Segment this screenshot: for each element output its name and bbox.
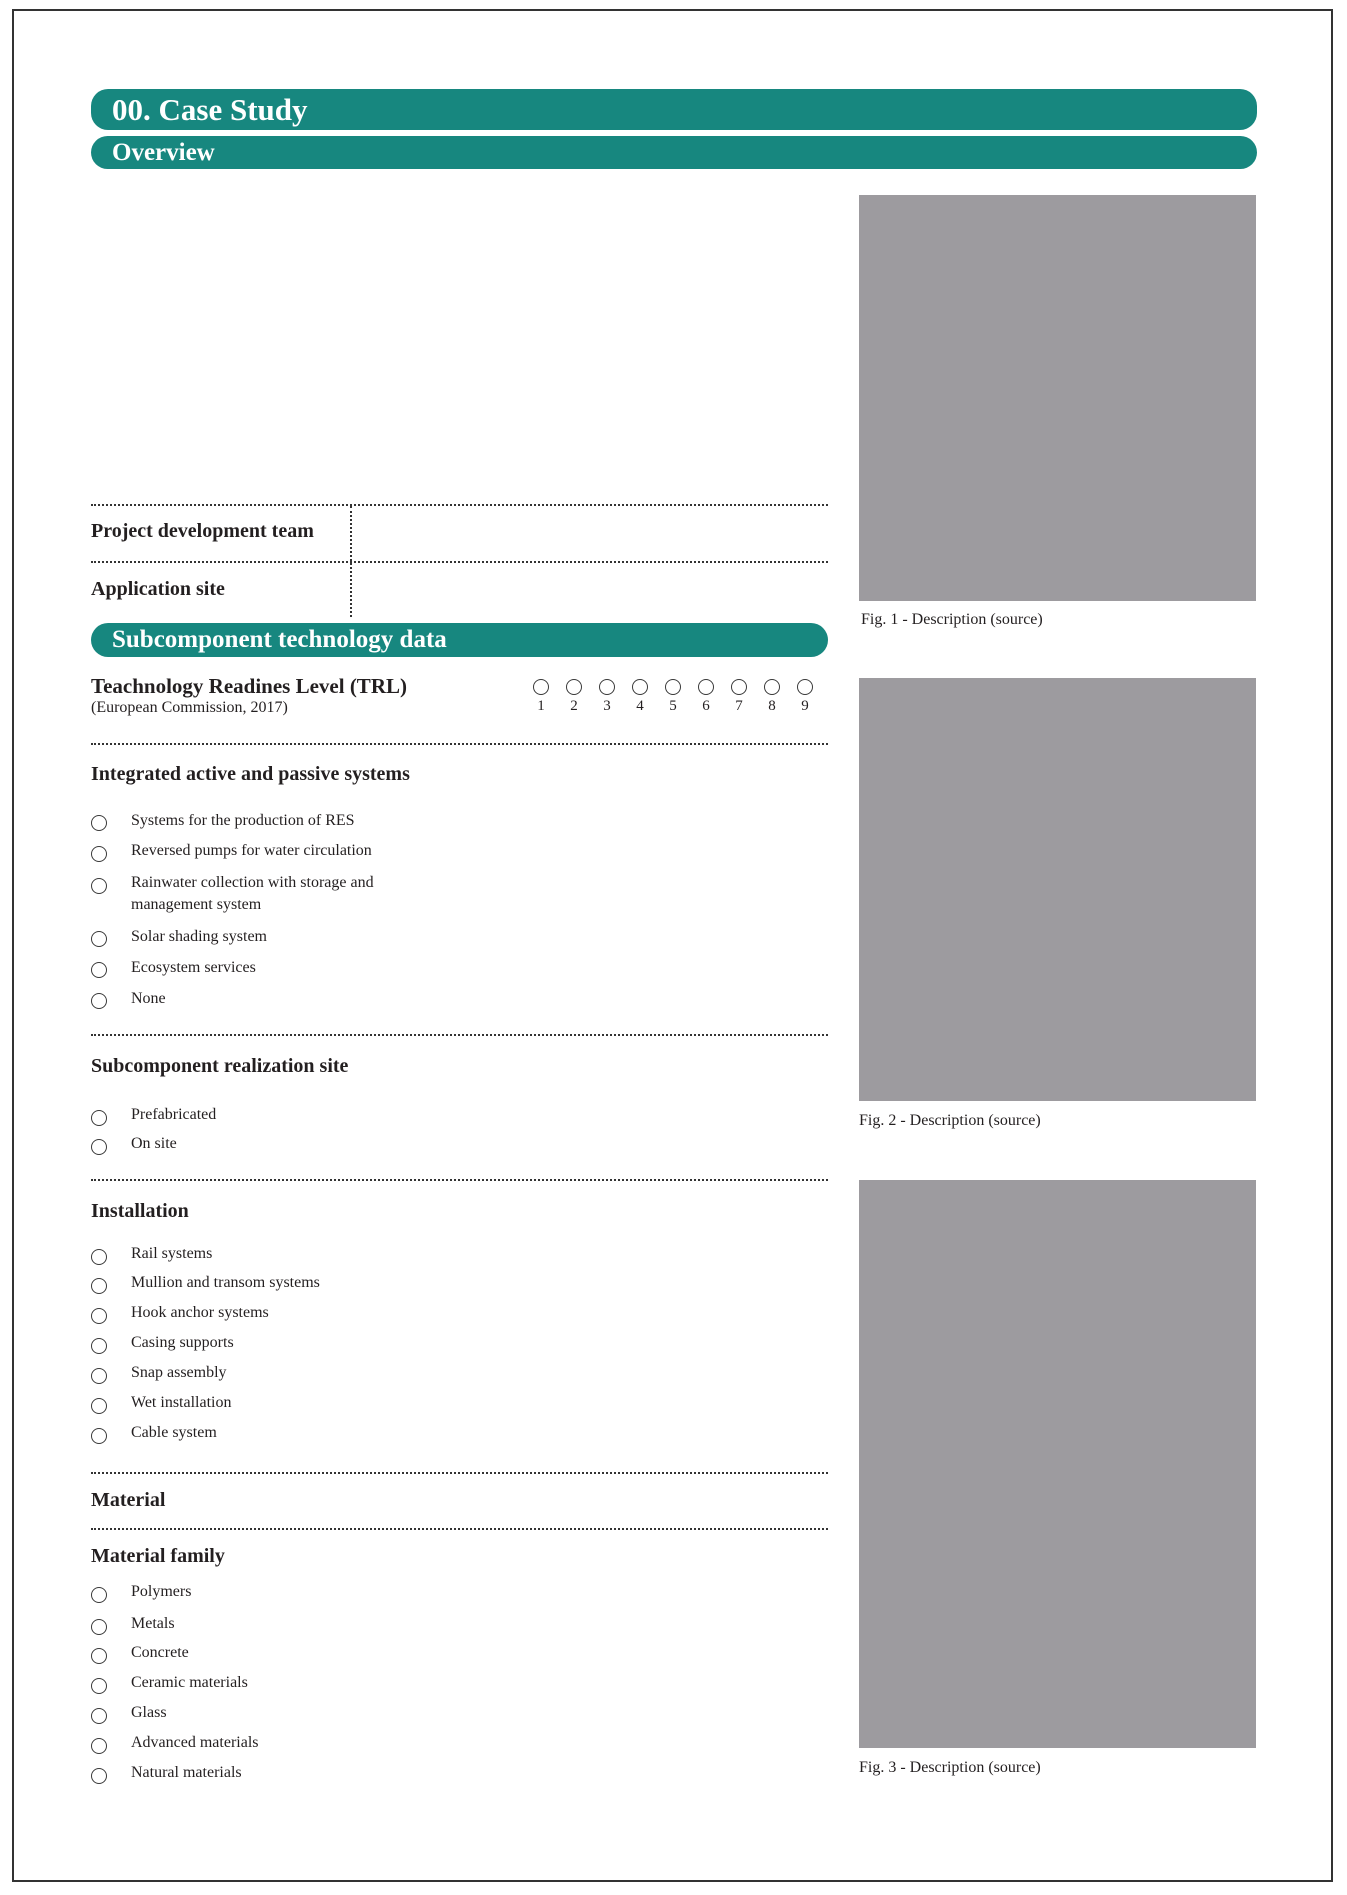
trl-number: 9 bbox=[801, 698, 809, 714]
option-label: Advanced materials bbox=[131, 1734, 259, 1751]
trl-radio[interactable] bbox=[665, 679, 681, 695]
realization-site-heading: Subcomponent realization site bbox=[91, 1055, 349, 1077]
project-team-label: Project development team bbox=[91, 520, 314, 542]
option-label: Mullion and transom systems bbox=[131, 1274, 320, 1291]
option-label: management system bbox=[131, 896, 262, 913]
option-radio[interactable] bbox=[91, 815, 107, 831]
option-label: Hook anchor systems bbox=[131, 1304, 269, 1321]
trl-radio[interactable] bbox=[566, 679, 582, 695]
divider bbox=[91, 504, 828, 506]
trl-level[interactable] bbox=[695, 679, 717, 715]
material-family-heading: Material family bbox=[91, 1545, 225, 1567]
option-label: Reversed pumps for water circulation bbox=[131, 842, 372, 859]
trl-level[interactable] bbox=[662, 679, 684, 715]
option-label: Snap assembly bbox=[131, 1364, 227, 1381]
trl-scale bbox=[530, 679, 820, 721]
option-radio[interactable] bbox=[91, 1768, 107, 1784]
trl-radio[interactable] bbox=[797, 679, 813, 695]
figure-1-placeholder bbox=[859, 195, 1256, 601]
trl-title: Teachnology Readines Level (TRL) bbox=[91, 674, 407, 698]
option-radio[interactable] bbox=[91, 878, 107, 894]
option-radio[interactable] bbox=[91, 1139, 107, 1155]
trl-radio[interactable] bbox=[764, 679, 780, 695]
option-label: Metals bbox=[131, 1615, 175, 1632]
option-label: Glass bbox=[131, 1704, 167, 1721]
trl-number: 1 bbox=[537, 698, 545, 714]
option-radio[interactable] bbox=[91, 1678, 107, 1694]
option-radio[interactable] bbox=[91, 1249, 107, 1265]
option-radio[interactable] bbox=[91, 1708, 107, 1724]
option-radio[interactable] bbox=[91, 1368, 107, 1384]
option-radio[interactable] bbox=[91, 1110, 107, 1126]
installation-heading: Installation bbox=[91, 1200, 189, 1222]
figure-2-caption: Fig. 2 - Description (source) bbox=[859, 1112, 1041, 1129]
trl-level[interactable] bbox=[530, 679, 552, 715]
subcomponent-title: Subcomponent technology data bbox=[112, 626, 447, 653]
trl-level[interactable] bbox=[629, 679, 651, 715]
option-radio[interactable] bbox=[91, 962, 107, 978]
option-label: None bbox=[131, 990, 166, 1007]
option-radio[interactable] bbox=[91, 931, 107, 947]
option-label: Natural materials bbox=[131, 1764, 242, 1781]
trl-number: 4 bbox=[636, 698, 644, 714]
trl-level[interactable] bbox=[563, 679, 585, 715]
divider bbox=[91, 743, 828, 745]
option-label: Rail systems bbox=[131, 1245, 213, 1262]
option-radio[interactable] bbox=[91, 846, 107, 862]
trl-radio[interactable] bbox=[599, 679, 615, 695]
figure-3-placeholder bbox=[859, 1180, 1256, 1748]
option-label: Solar shading system bbox=[131, 928, 267, 945]
option-label: Concrete bbox=[131, 1644, 189, 1661]
option-label: Ecosystem services bbox=[131, 959, 256, 976]
trl-radio[interactable] bbox=[731, 679, 747, 695]
trl-source: (European Commission, 2017) bbox=[91, 699, 288, 716]
option-radio[interactable] bbox=[91, 1338, 107, 1354]
option-radio[interactable] bbox=[91, 1587, 107, 1603]
trl-number: 2 bbox=[570, 698, 578, 714]
option-label: Polymers bbox=[131, 1583, 192, 1600]
trl-number: 8 bbox=[768, 698, 776, 714]
trl-number: 6 bbox=[702, 698, 710, 714]
divider bbox=[91, 1179, 828, 1181]
option-label: Cable system bbox=[131, 1424, 217, 1441]
subcomponent-section-bar bbox=[91, 623, 828, 657]
option-radio[interactable] bbox=[91, 1398, 107, 1414]
integrated-systems-heading: Integrated active and passive systems bbox=[91, 763, 410, 785]
table-column-divider bbox=[350, 506, 352, 617]
page-title bbox=[91, 89, 1257, 130]
divider bbox=[91, 561, 828, 563]
material-heading: Material bbox=[91, 1489, 166, 1511]
application-site-label: Application site bbox=[91, 578, 225, 600]
trl-level[interactable] bbox=[761, 679, 783, 715]
option-label: Casing supports bbox=[131, 1334, 234, 1351]
option-radio[interactable] bbox=[91, 1738, 107, 1754]
divider bbox=[91, 1034, 828, 1036]
option-radio[interactable] bbox=[91, 993, 107, 1009]
figure-2-placeholder bbox=[859, 678, 1256, 1101]
option-radio[interactable] bbox=[91, 1619, 107, 1635]
option-label: On site bbox=[131, 1135, 177, 1152]
option-label: Rainwater collection with storage and bbox=[131, 874, 374, 891]
page-title-text: 00. Case Study bbox=[112, 91, 308, 127]
trl-number: 7 bbox=[735, 698, 743, 714]
option-radio[interactable] bbox=[91, 1278, 107, 1294]
option-label: Prefabricated bbox=[131, 1106, 217, 1123]
trl-level[interactable] bbox=[794, 679, 816, 715]
option-label: Ceramic materials bbox=[131, 1674, 248, 1691]
figure-3-caption: Fig. 3 - Description (source) bbox=[859, 1759, 1041, 1776]
figure-1-caption: Fig. 1 - Description (source) bbox=[861, 611, 1043, 628]
overview-title: Overview bbox=[112, 138, 215, 166]
trl-radio[interactable] bbox=[698, 679, 714, 695]
overview-section-bar bbox=[91, 136, 1257, 169]
option-label: Systems for the production of RES bbox=[131, 812, 355, 829]
option-radio[interactable] bbox=[91, 1428, 107, 1444]
option-radio[interactable] bbox=[91, 1648, 107, 1664]
trl-level[interactable] bbox=[728, 679, 750, 715]
divider bbox=[91, 1528, 828, 1530]
option-radio[interactable] bbox=[91, 1308, 107, 1324]
trl-number: 5 bbox=[669, 698, 677, 714]
divider bbox=[91, 1472, 828, 1474]
trl-radio[interactable] bbox=[632, 679, 648, 695]
option-label: Wet installation bbox=[131, 1394, 232, 1411]
trl-radio[interactable] bbox=[533, 679, 549, 695]
trl-level[interactable] bbox=[596, 679, 618, 715]
trl-number: 3 bbox=[603, 698, 611, 714]
